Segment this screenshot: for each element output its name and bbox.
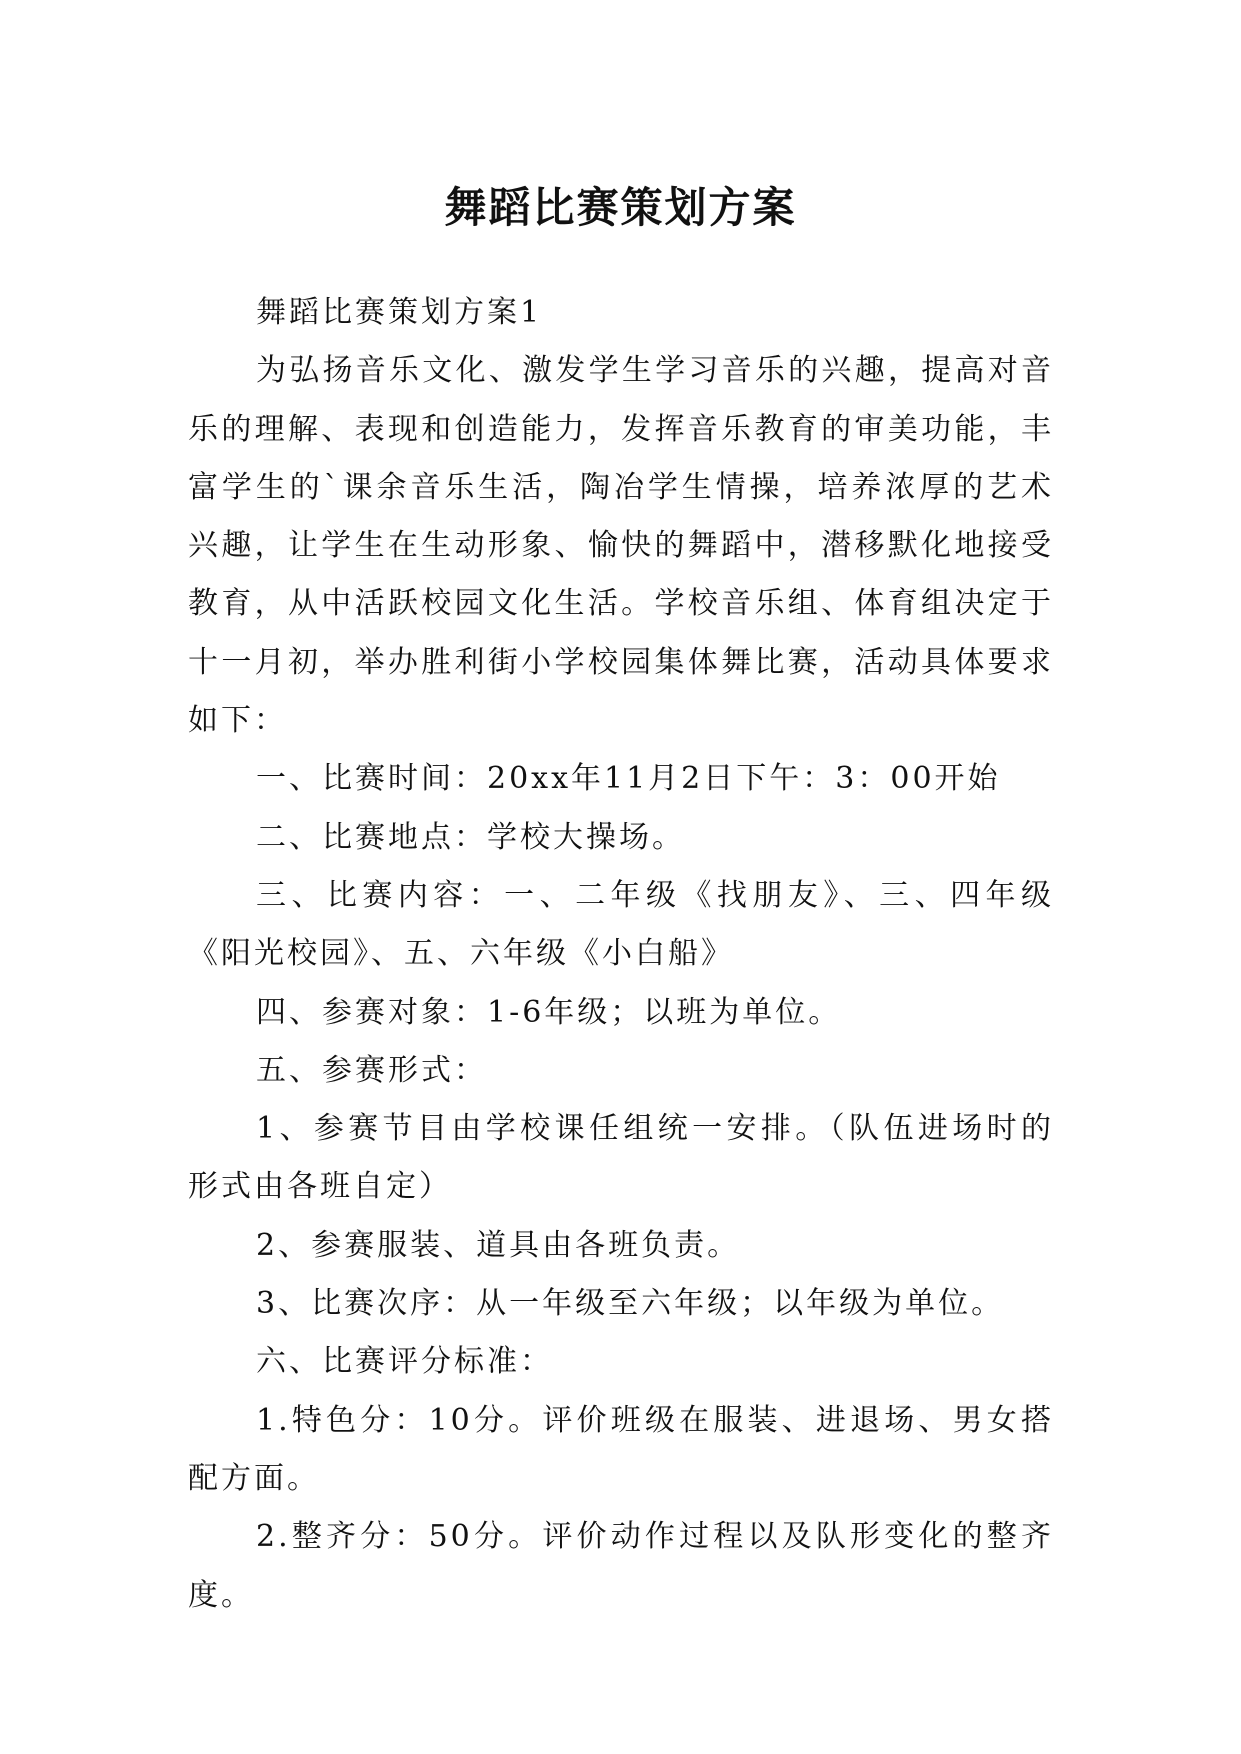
paragraph-location: 二、比赛地点：学校大操场。 bbox=[256, 819, 685, 855]
paragraph-scoring-2: 2.整齐分：50分。评价动作过程以及队形变化的整齐度。 bbox=[188, 1519, 1054, 1613]
paragraph-time: 一、比赛时间：20xx年11月2日下午：3：00开始 bbox=[256, 761, 1001, 797]
paragraph-scoring-1: 1.特色分：10分。评价班级在服装、进退场、男女搭配方面。 bbox=[188, 1402, 1054, 1496]
paragraph-plan-heading: 舞蹈比赛策划方案1 bbox=[256, 295, 543, 330]
paragraph-participants: 四、参赛对象：1-6年级；以班为单位。 bbox=[256, 994, 842, 1030]
paragraph-format-1: 1、参赛节目由学校课任组统一安排。（队伍进场时的形式由各班自定） bbox=[188, 1111, 1054, 1205]
paragraph-format-2: 2、参赛服装、道具由各班负责。 bbox=[256, 1227, 741, 1263]
paragraph-format-3: 3、比赛次序：从一年级至六年级；以年级为单位。 bbox=[256, 1286, 1005, 1322]
document-body bbox=[188, 284, 1054, 1625]
paragraph-intro: 为弘扬音乐文化、激发学生学习音乐的兴趣，提高对音乐的理解、表现和创造能力，发挥音乐教育的审美功能，丰富学生的`课余音乐生活，陶冶学生情操，培养浓厚的艺术兴趣，让学生在生动形象、愉快的舞蹈中，潜移默化地接受教育，从中活跃校园文化生活。学校音乐组、体育组决定于十一月初，举办胜利街小学校园集体舞比赛，活动具体要求如下： bbox=[188, 353, 1054, 739]
paragraph-format-heading: 五、参赛形式： bbox=[256, 1052, 487, 1088]
paragraph-content: 三、比赛内容：一、二年级《找朋友》、三、四年级《阳光校园》、五、六年级《小白船》 bbox=[188, 877, 1054, 972]
document-title: 舞蹈比赛策划方案 bbox=[444, 183, 797, 233]
paragraph-scoring-heading: 六、比赛评分标准： bbox=[256, 1344, 553, 1380]
